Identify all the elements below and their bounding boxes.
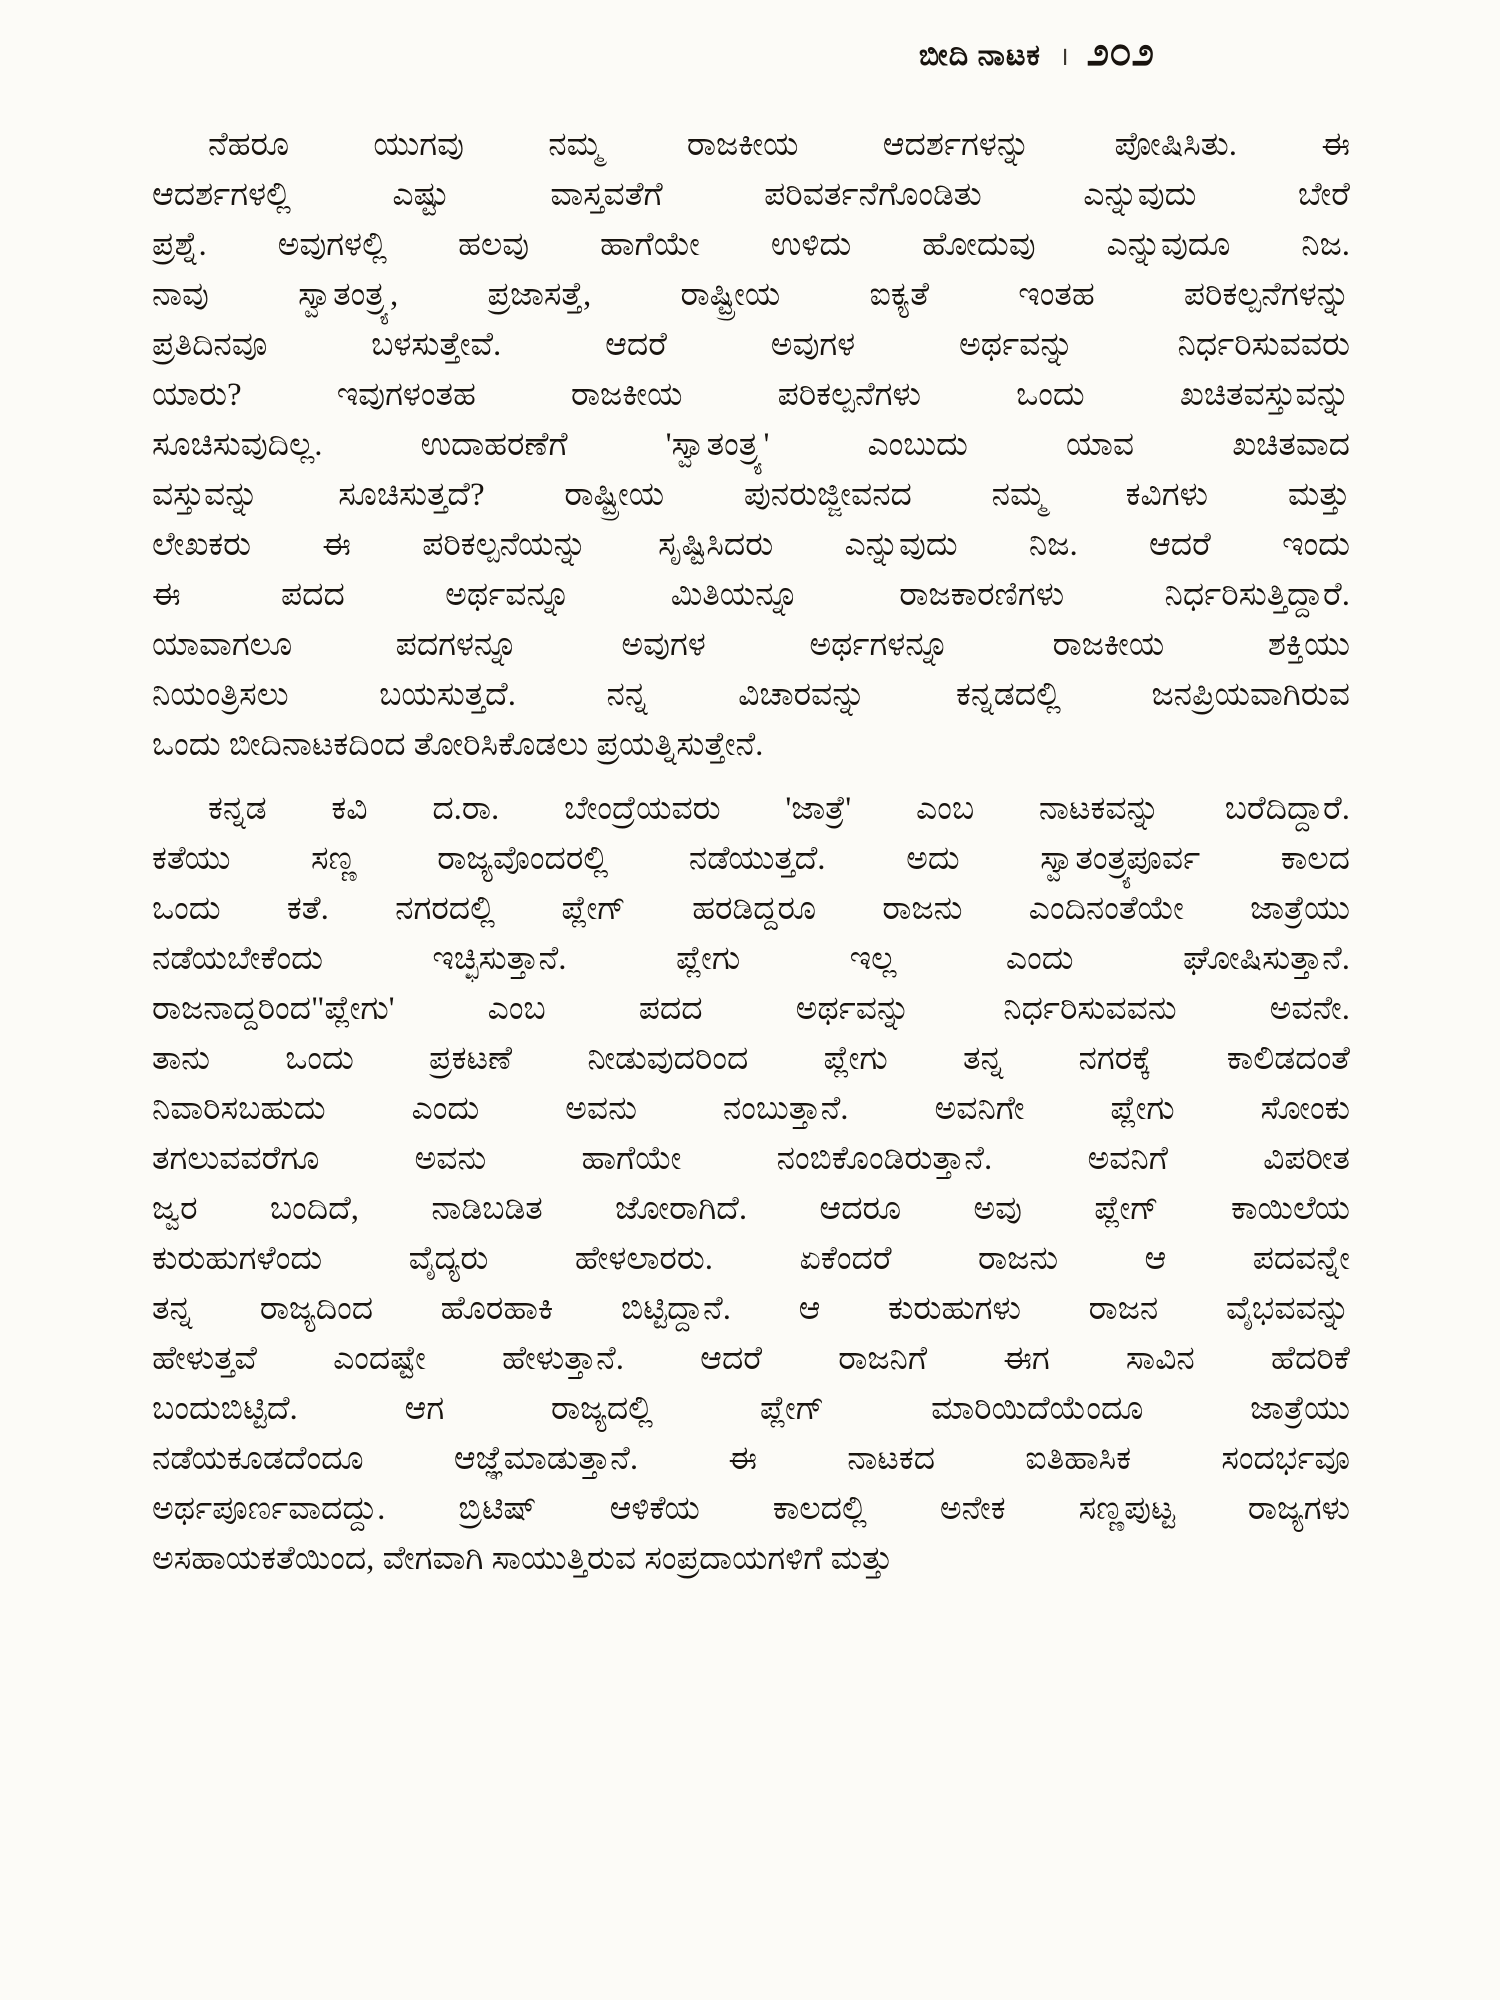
text-line: ತಗಲುವವರೆಗೂ ಅವನು ಹಾಗೆಯೇ ನಂಬಿಕೊಂಡಿರುತ್ತಾನೆ. ಅವನಿಗೆ ವಿಪರೀತ: [152, 1141, 1350, 1177]
text-line: ಸೂಚಿಸುವುದಿಲ್ಲ. ಉದಾಹರಣೆಗೆ 'ಸ್ವಾತಂತ್ರ್ಯ' ಎಂಬುದು ಯಾವ ಖಚಿತವಾದ: [152, 427, 1350, 463]
text-line: ಈ ಪದದ ಅರ್ಥವನ್ನೂ ಮಿತಿಯನ್ನೂ ರಾಜಕಾರಣಿಗಳು ನಿರ್ಧರಿಸುತ್ತಿದ್ದಾರೆ.: [152, 577, 1350, 613]
paragraph-1: [152, 120, 1350, 770]
text-line: ನೆಹರೂ ಯುಗವು ನಮ್ಮ ರಾಜಕೀಯ ಆದರ್ಶಗಳನ್ನು ಪೋಷಿಸಿತು. ಈ: [208, 127, 1350, 163]
page-number: ೨೦೨: [1086, 29, 1154, 74]
text-line: ತಾನು ಒಂದು ಪ್ರಕಟಣೆ ನೀಡುವುದರಿಂದ ಪ್ಲೇಗು ತನ್ನ ನಗರಕ್ಕೆ ಕಾಲಿಡದಂತೆ: [152, 1041, 1350, 1077]
text-line: ತನ್ನ ರಾಜ್ಯದಿಂದ ಹೊರಹಾಕಿ ಬಿಟ್ಟಿದ್ದಾನೆ. ಆ ಕುರುಹುಗಳು ರಾಜನ ವೈಭವವನ್ನು: [152, 1291, 1350, 1327]
text-line: ನಾವು ಸ್ವಾತಂತ್ರ್ಯ, ಪ್ರಜಾಸತ್ತೆ, ರಾಷ್ಟ್ರೀಯ ಐಕ್ಯತೆ ಇಂತಹ ಪರಿಕಲ್ಪನೆಗಳನ್ನು: [152, 277, 1350, 313]
text-line: ನಡೆಯಕೂಡದೆಂದೂ ಆಜ್ಞೆಮಾಡುತ್ತಾನೆ. ಈ ನಾಟಕದ ಐತಿಹಾಸಿಕ ಸಂದರ್ಭವೂ: [152, 1441, 1350, 1477]
text-line: ಅಸಹಾಯಕತೆಯಿಂದ, ವೇಗವಾಗಿ ಸಾಯುತ್ತಿರುವ ಸಂಪ್ರದಾಯಗಳಿಗೆ ಮತ್ತು: [152, 1541, 893, 1577]
text-line: ಆದರ್ಶಗಳಲ್ಲಿ ಎಷ್ಟು ವಾಸ್ತವತೆಗೆ ಪರಿವರ್ತನೆಗೊಂಡಿತು ಎನ್ನುವುದು ಬೇರೆ: [152, 177, 1350, 213]
text-line: ಒಂದು ಕತೆ. ನಗರದಲ್ಲಿ ಪ್ಲೇಗ್ ಹರಡಿದ್ದರೂ ರಾಜನು ಎಂದಿನಂತೆಯೇ ಜಾತ್ರೆಯು: [152, 891, 1350, 927]
text-line: ಕುರುಹುಗಳೆಂದು ವೈದ್ಯರು ಹೇಳಲಾರರು. ಏಕೆಂದರೆ ರಾಜನು ಆ ಪದವನ್ನೇ: [152, 1241, 1350, 1277]
text-line: ಹೇಳುತ್ತವೆ ಎಂದಷ್ಟೇ ಹೇಳುತ್ತಾನೆ. ಆದರೆ ರಾಜನಿಗೆ ಈಗ ಸಾವಿನ ಹೆದರಿಕೆ: [152, 1341, 1350, 1377]
header-separator: ।: [1058, 42, 1069, 71]
text-line: ನಿವಾರಿಸಬಹುದು ಎಂದು ಅವನು ನಂಬುತ್ತಾನೆ. ಅವನಿಗೇ ಪ್ಲೇಗು ಸೋಂಕು: [152, 1091, 1350, 1127]
text-line: ವಸ್ತುವನ್ನು ಸೂಚಿಸುತ್ತದೆ? ರಾಷ್ಟ್ರೀಯ ಪುನರುಜ್ಜೀವನದ ನಮ್ಮ ಕವಿಗಳು ಮತ್ತು: [152, 477, 1350, 513]
text-line: ಪ್ರತಿದಿನವೂ ಬಳಸುತ್ತೇವೆ. ಆದರೆ ಅವುಗಳ ಅರ್ಥವನ್ನು ನಿರ್ಧರಿಸುವವರು: [152, 327, 1350, 363]
text-line: ಒಂದು ಬೀದಿನಾಟಕದಿಂದ ತೋರಿಸಿಕೊಡಲು ಪ್ರಯತ್ನಿಸುತ್ತೇನೆ.: [152, 727, 764, 763]
text-line: ಯಾರು? ಇವುಗಳಂತಹ ರಾಜಕೀಯ ಪರಿಕಲ್ಪನೆಗಳು ಒಂದು ಖಚಿತವಸ್ತುವನ್ನು: [152, 377, 1350, 413]
text-line: ಕತೆಯು ಸಣ್ಣ ರಾಜ್ಯವೊಂದರಲ್ಲಿ ನಡೆಯುತ್ತದೆ. ಅದು ಸ್ವಾತಂತ್ರ್ಯಪೂರ್ವ ಕಾಲದ: [152, 841, 1350, 877]
page-body: [152, 120, 1350, 1584]
page-header: [152, 28, 1350, 92]
running-title: ಬೀದಿ ನಾಟಕ: [918, 39, 1041, 72]
text-line: ಪ್ರಶ್ನೆ. ಅವುಗಳಲ್ಲಿ ಹಲವು ಹಾಗೆಯೇ ಉಳಿದು ಹೋದುವು ಎನ್ನುವುದೂ ನಿಜ.: [152, 227, 1350, 263]
text-line: ರಾಜನಾದ್ದರಿಂದ"ಪ್ಲೇಗು' ಎಂಬ ಪದದ ಅರ್ಥವನ್ನು ನಿರ್ಧರಿಸುವವನು ಅವನೇ.: [152, 991, 1350, 1027]
paragraph-2: [152, 784, 1350, 1584]
text-line: ಜ್ವರ ಬಂದಿದೆ, ನಾಡಿಬಡಿತ ಜೋರಾಗಿದೆ. ಆದರೂ ಅವು ಪ್ಲೇಗ್ ಕಾಯಿಲೆಯ: [152, 1191, 1350, 1227]
text-line: ಬಂದುಬಿಟ್ಟಿದೆ. ಆಗ ರಾಜ್ಯದಲ್ಲಿ ಪ್ಲೇಗ್ ಮಾರಿಯಿದೆಯೆಂದೂ ಜಾತ್ರೆಯು: [152, 1391, 1350, 1427]
text-line: ಅರ್ಥಪೂರ್ಣವಾದದ್ದು. ಬ್ರಿಟಿಷ್ ಆಳಿಕೆಯ ಕಾಲದಲ್ಲಿ ಅನೇಕ ಸಣ್ಣಪುಟ್ಟ ರಾಜ್ಯಗಳು: [152, 1491, 1350, 1527]
text-line: ಲೇಖಕರು ಈ ಪರಿಕಲ್ಪನೆಯನ್ನು ಸೃಷ್ಟಿಸಿದರು ಎನ್ನುವುದು ನಿಜ. ಆದರೆ ಇಂದು: [152, 527, 1350, 563]
text-line: ನಿಯಂತ್ರಿಸಲು ಬಯಸುತ್ತದೆ. ನನ್ನ ವಿಚಾರವನ್ನು ಕನ್ನಡದಲ್ಲಿ ಜನಪ್ರಿಯವಾಗಿರುವ: [152, 677, 1350, 713]
text-line: ಕನ್ನಡ ಕವಿ ದ.ರಾ. ಬೇಂದ್ರೆಯವರು 'ಜಾತ್ರೆ' ಎಂಬ ನಾಟಕವನ್ನು ಬರೆದಿದ್ದಾರೆ.: [208, 791, 1350, 827]
text-line: ನಡೆಯಬೇಕೆಂದು ಇಚ್ಛಿಸುತ್ತಾನೆ. ಪ್ಲೇಗು ಇಲ್ಲ ಎಂದು ಘೋಷಿಸುತ್ತಾನೆ.: [152, 941, 1350, 977]
text-line: ಯಾವಾಗಲೂ ಪದಗಳನ್ನೂ ಅವುಗಳ ಅರ್ಥಗಳನ್ನೂ ರಾಜಕೀಯ ಶಕ್ತಿಯು: [152, 627, 1350, 663]
